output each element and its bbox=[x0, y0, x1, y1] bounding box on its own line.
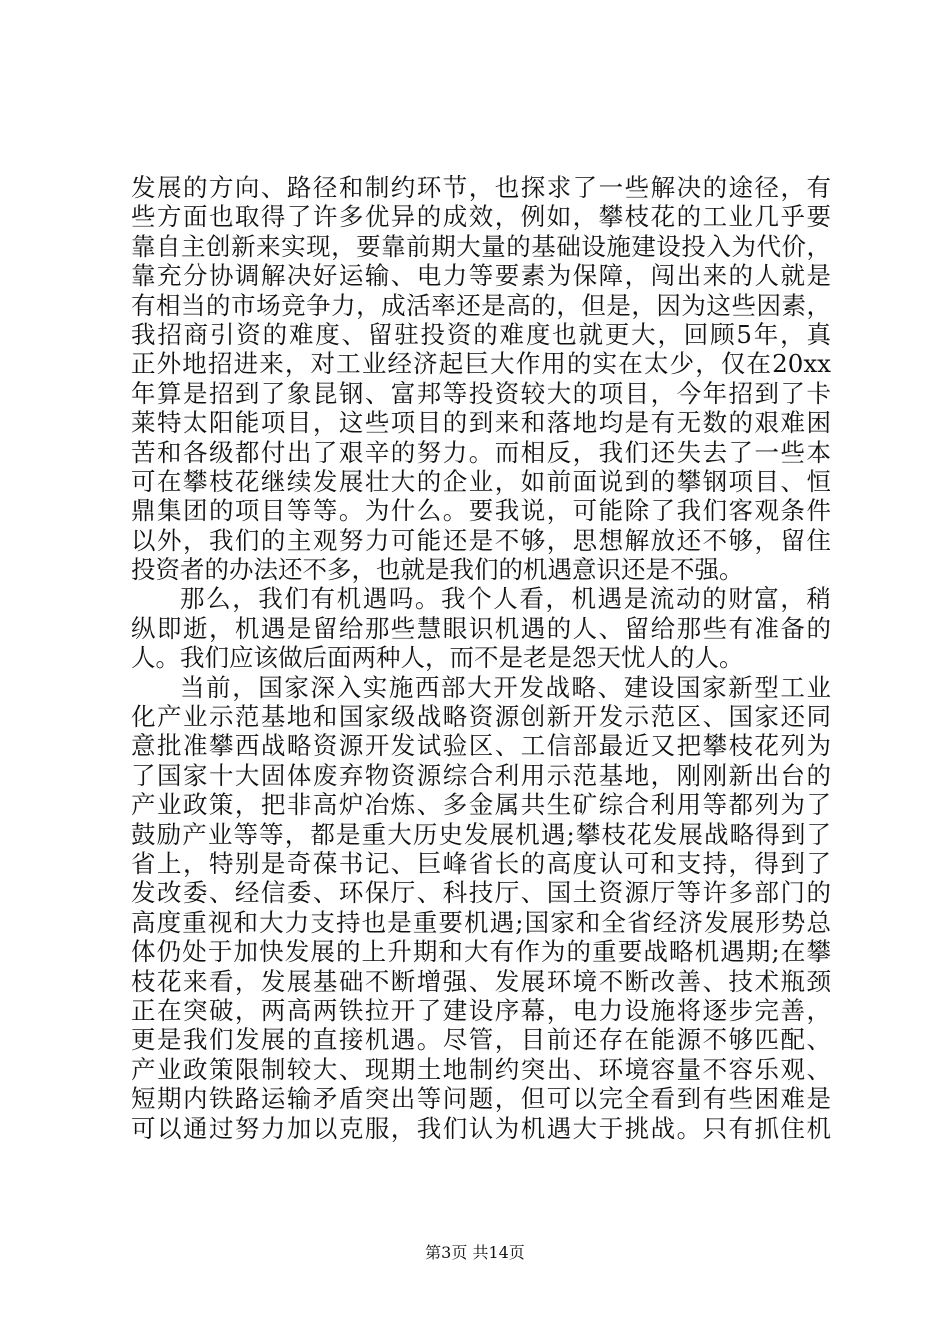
text-line: 发改委、经信委、环保厅、科技厅、国土资源厅等许多部门的 bbox=[131, 878, 831, 908]
text-line: 靠充分协调解决好运输、电力等要素为保障，闯出来的人就是 bbox=[131, 261, 831, 291]
text-line: 靠自主创新来实现，要靠前期大量的基础设施建设投入为代价， bbox=[131, 231, 831, 261]
paragraph bbox=[131, 673, 831, 1143]
text-line: 可以通过努力加以克服，我们认为机遇大于挑战。只有抓住机 bbox=[131, 1113, 831, 1143]
text-line: 莱特太阳能项目，这些项目的到来和落地均是有无数的艰难困 bbox=[131, 408, 831, 438]
text-line: 省上，特别是奇葆书记、巨峰省长的高度认可和支持，得到了 bbox=[131, 848, 831, 878]
text-line: 正在突破，两高两铁拉开了建设序幕，电力设施将逐步完善， bbox=[131, 995, 831, 1025]
text-line: 短期内铁路运输矛盾突出等问题，但可以完全看到有些困难是 bbox=[131, 1084, 831, 1114]
text-line: 产业政策限制较大、现期土地制约突出、环境容量不容乐观、 bbox=[131, 1054, 831, 1084]
text-line: 我招商引资的难度、留驻投资的难度也就更大，回顾5年，真 bbox=[131, 319, 831, 349]
text-line: 鼎集团的项目等等。为什么。要我说，可能除了我们客观条件 bbox=[131, 496, 831, 526]
text-line: 些方面也取得了许多优异的成效，例如，攀枝花的工业几乎要 bbox=[131, 202, 831, 232]
text-line: 当前，国家深入实施西部大开发战略、建设国家新型工业 bbox=[180, 672, 831, 702]
text-line: 发展的方向、路径和制约环节，也探求了一些解决的途径，有 bbox=[131, 173, 831, 202]
document-body bbox=[131, 173, 831, 1143]
text-line: 枝花来看，发展基础不断增强、发展环境不断改善、技术瓶颈 bbox=[131, 966, 831, 996]
text-line: 那么，我们有机遇吗。我个人看，机遇是流动的财富，稍 bbox=[180, 584, 831, 614]
text-line: 更是我们发展的直接机遇。尽管，目前还存在能源不够匹配、 bbox=[131, 1025, 831, 1055]
paragraph bbox=[131, 584, 831, 672]
text-line: 苦和各级都付出了艰辛的努力。而相反，我们还失去了一些本 bbox=[131, 437, 831, 467]
text-line: 人。我们应该做后面两种人，而不是老是怨天忧人的人。 bbox=[131, 643, 744, 673]
text-line: 高度重视和大力支持也是重要机遇;国家和全省经济发展形势总 bbox=[131, 907, 831, 937]
text-line: 可在攀枝花继续发展壮大的企业，如前面说到的攀钢项目、恒 bbox=[131, 466, 831, 496]
text-line: 意批准攀西战略资源开发试验区、工信部最近又把攀枝花列为 bbox=[131, 731, 831, 761]
text-line: 以外，我们的主观努力可能还是不够，思想解放还不够，留住 bbox=[131, 525, 831, 555]
text-line: 投资者的办法还不多，也就是我们的机遇意识还是不强。 bbox=[131, 555, 744, 585]
text-line: 鼓励产业等等，都是重大历史发展机遇;攀枝花发展战略得到了 bbox=[131, 819, 831, 849]
text-line: 产业政策，把非高炉冶炼、多金属共生矿综合利用等都列为了 bbox=[131, 790, 831, 820]
text-line: 化产业示范基地和国家级战略资源创新开发示范区、国家还同 bbox=[131, 702, 831, 732]
paragraph bbox=[131, 173, 831, 584]
text-line: 体仍处于加快发展的上升期和大有作为的重要战略机遇期;在攀 bbox=[131, 937, 831, 967]
text-line: 纵即逝，机遇是留给那些慧眼识机遇的人、留给那些有准备的 bbox=[131, 613, 831, 643]
text-line: 正外地招进来，对工业经济起巨大作用的实在太少，仅在20xx bbox=[131, 349, 831, 379]
text-line: 有相当的市场竞争力，成活率还是高的，但是，因为这些因素， bbox=[131, 290, 831, 320]
text-line: 年算是招到了象昆钢、富邦等投资较大的项目，今年招到了卡 bbox=[131, 378, 831, 408]
text-line: 了国家十大固体废弃物资源综合利用示范基地，刚刚新出台的 bbox=[131, 760, 831, 790]
page-number-footer: 第3页 共14页 bbox=[425, 1243, 525, 1262]
